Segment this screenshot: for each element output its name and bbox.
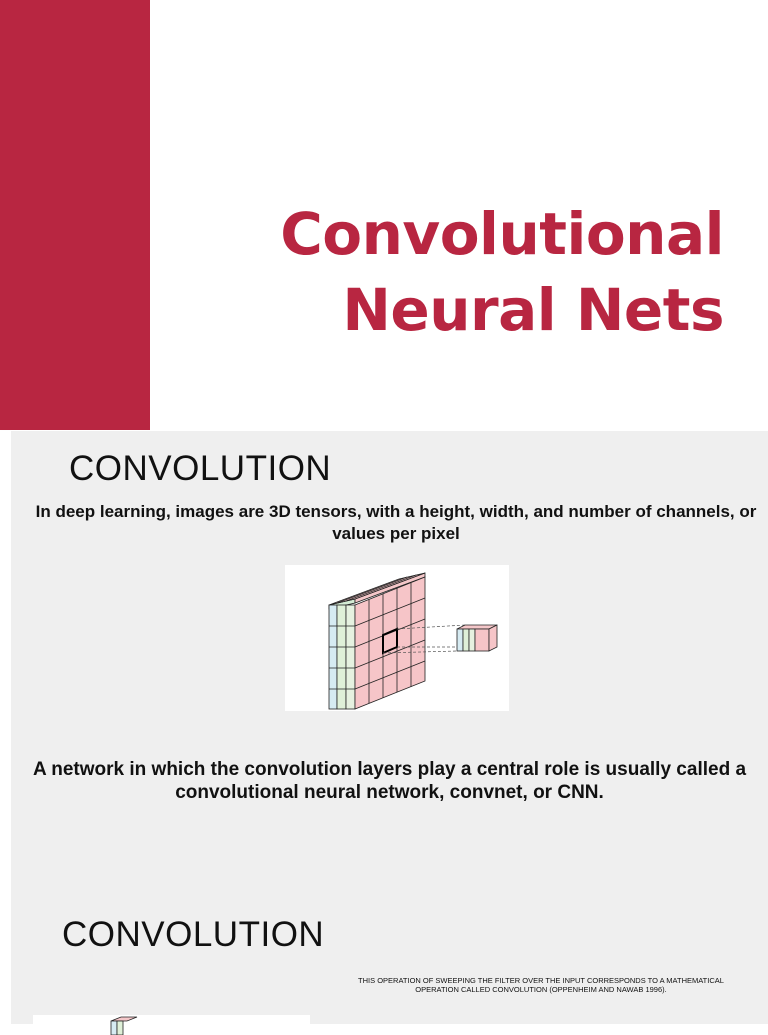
title-slide bbox=[0, 0, 768, 430]
section-heading: CONVOLUTION bbox=[69, 449, 332, 488]
cnn-definition: A network in which the convolution layers play a central role is usually called a convolutional neural network, convnet, or CNN. bbox=[32, 759, 747, 803]
tensor-illustration bbox=[285, 565, 509, 711]
title-line-1: Convolutional bbox=[280, 200, 724, 268]
title-line-2: Neural Nets bbox=[342, 276, 724, 344]
next-figure bbox=[33, 1015, 310, 1035]
convolution-caption: THIS OPERATION OF SWEEPING THE FILTER OVER THE INPUT CORRESPONDS TO A MATHEMATICAL OPERATION CALLED CONVOLUTION (OPPENHEIM AND NAWAB 1996). bbox=[358, 976, 724, 994]
content-slide bbox=[11, 431, 768, 1024]
accent-bar bbox=[0, 0, 150, 430]
section-heading-2: CONVOLUTION bbox=[62, 915, 325, 954]
tensor-description: In deep learning, images are 3D tensors, with a height, width, and number of channels, or values per pixel bbox=[35, 502, 757, 543]
slide-title bbox=[280, 196, 724, 348]
tensor-diagram bbox=[285, 565, 509, 711]
next-figure-illustration bbox=[33, 1015, 310, 1035]
